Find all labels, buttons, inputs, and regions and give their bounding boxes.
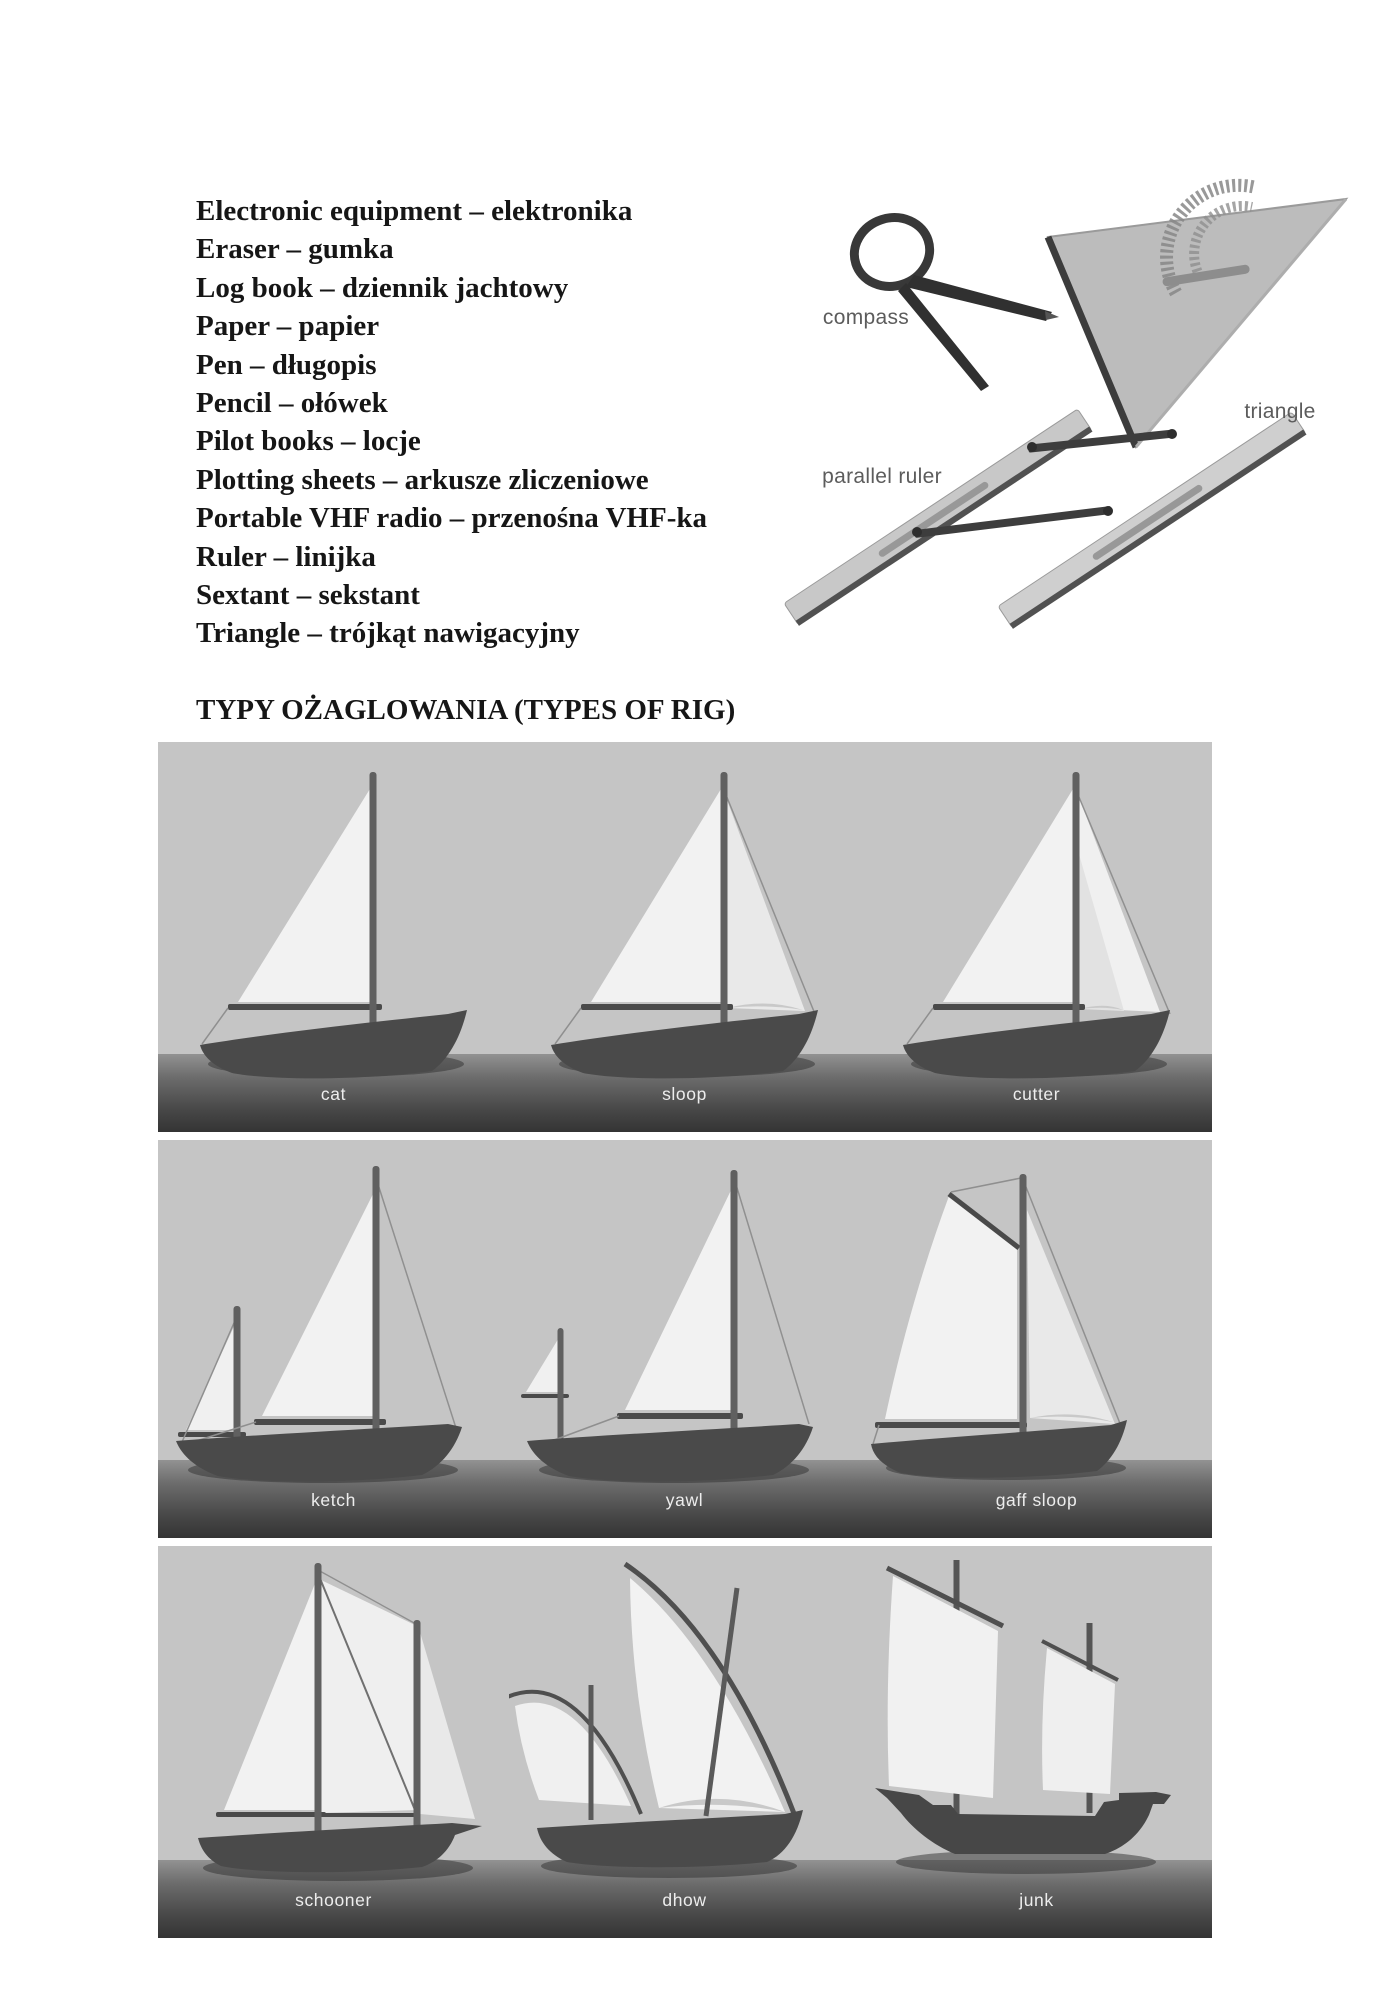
vocabulary-list (196, 192, 707, 653)
hull (875, 1788, 1171, 1854)
mast (731, 1170, 738, 1444)
compass-label: compass (822, 306, 910, 329)
main-sail (630, 1578, 785, 1812)
vocab-item: Log book – dziennik jachtowy (196, 271, 569, 304)
boat-label: dhow (662, 1890, 707, 1910)
hull (200, 1010, 467, 1078)
rig-types-grid (158, 742, 1212, 1938)
mizzen-mast (558, 1328, 564, 1442)
boat-label: cutter (1012, 1084, 1061, 1104)
boat-label: ketch (311, 1490, 356, 1510)
parallel-ruler-label: parallel ruler (822, 465, 942, 488)
boat-cutter-illustration (861, 742, 1212, 1132)
vocab-item: Plotting sheets – arkusze zliczeniowe (196, 463, 649, 496)
boat-junk-illustration (861, 1548, 1212, 1938)
vocab-item: Sextant – sekstant (196, 579, 420, 612)
boom (617, 1413, 743, 1419)
boat-yawl-illustration (509, 1148, 860, 1538)
boat-label: yawl (665, 1490, 704, 1510)
compass-illustration (845, 208, 1059, 391)
main-sail (888, 1576, 998, 1798)
vocab-item: Paper – papier (196, 310, 380, 343)
vocab-item: Electronic equipment – elektronika (196, 195, 633, 227)
hull (527, 1424, 813, 1482)
vocab-item: Triangle – trójkąt nawigacyjny (196, 617, 580, 650)
boat-label: sloop (662, 1084, 707, 1104)
fore-sail (1042, 1648, 1115, 1794)
mizzen-sail (526, 1336, 560, 1392)
boat-ketch-illustration (158, 1148, 509, 1538)
mainsail (943, 784, 1076, 1002)
boom (933, 1004, 1085, 1010)
triangle-label: triangle (1244, 400, 1316, 423)
mainsail (591, 784, 724, 1002)
boat-schooner-illustration (158, 1548, 509, 1938)
mast (315, 1563, 322, 1840)
vocab-item: Pen – długopis (196, 348, 377, 381)
mainsail (625, 1184, 734, 1410)
vocab-item: Ruler – linijka (196, 540, 376, 573)
boom (581, 1004, 733, 1010)
boat-label: junk (1019, 1890, 1054, 1910)
parallel-ruler-illustration (784, 409, 1306, 629)
rig-row-1 (158, 742, 1212, 1132)
mast (1073, 772, 1080, 1046)
fore-sail (224, 1576, 318, 1810)
mainsail (262, 1188, 376, 1416)
boat-label: cat (320, 1084, 347, 1104)
mizzen-mast (234, 1306, 241, 1444)
mainsail (238, 784, 373, 1002)
navigation-tools-illustration (780, 125, 1400, 645)
boat-dhow-illustration (509, 1548, 860, 1938)
mast (721, 772, 728, 1046)
vocab-item: Pencil – ołówek (196, 387, 388, 420)
boat-label: gaff sloop (995, 1490, 1078, 1510)
hull (903, 1010, 1170, 1078)
boom (875, 1422, 1027, 1428)
boat-sloop-illustration (509, 742, 860, 1132)
rig-row-2 (158, 1140, 1212, 1538)
boat-gaff-sloop-illustration (861, 1148, 1212, 1538)
section-heading: TYPY OŻAGLOWANIA (TYPES OF RIG) (196, 694, 736, 726)
mast (370, 772, 377, 1046)
hull (551, 1010, 818, 1078)
mast-2 (414, 1620, 421, 1838)
hull (537, 1810, 803, 1867)
navigation-tools-figure (780, 125, 1400, 645)
rig-row-3 (158, 1546, 1212, 1938)
vocab-item: Portable VHF radio – przenośna VHF-ka (196, 502, 707, 535)
boat-label: schooner (295, 1890, 372, 1910)
vocab-item: Eraser – gumka (196, 233, 394, 266)
hull (871, 1420, 1127, 1478)
mast (373, 1166, 380, 1444)
jib (420, 1632, 475, 1819)
vocab-item: Pilot books – locje (196, 425, 421, 458)
boom (254, 1419, 386, 1425)
mast (1020, 1174, 1027, 1440)
boom (228, 1004, 382, 1010)
jib (1027, 1210, 1115, 1424)
boat-cat-illustration (158, 742, 509, 1132)
jib (727, 800, 805, 1011)
